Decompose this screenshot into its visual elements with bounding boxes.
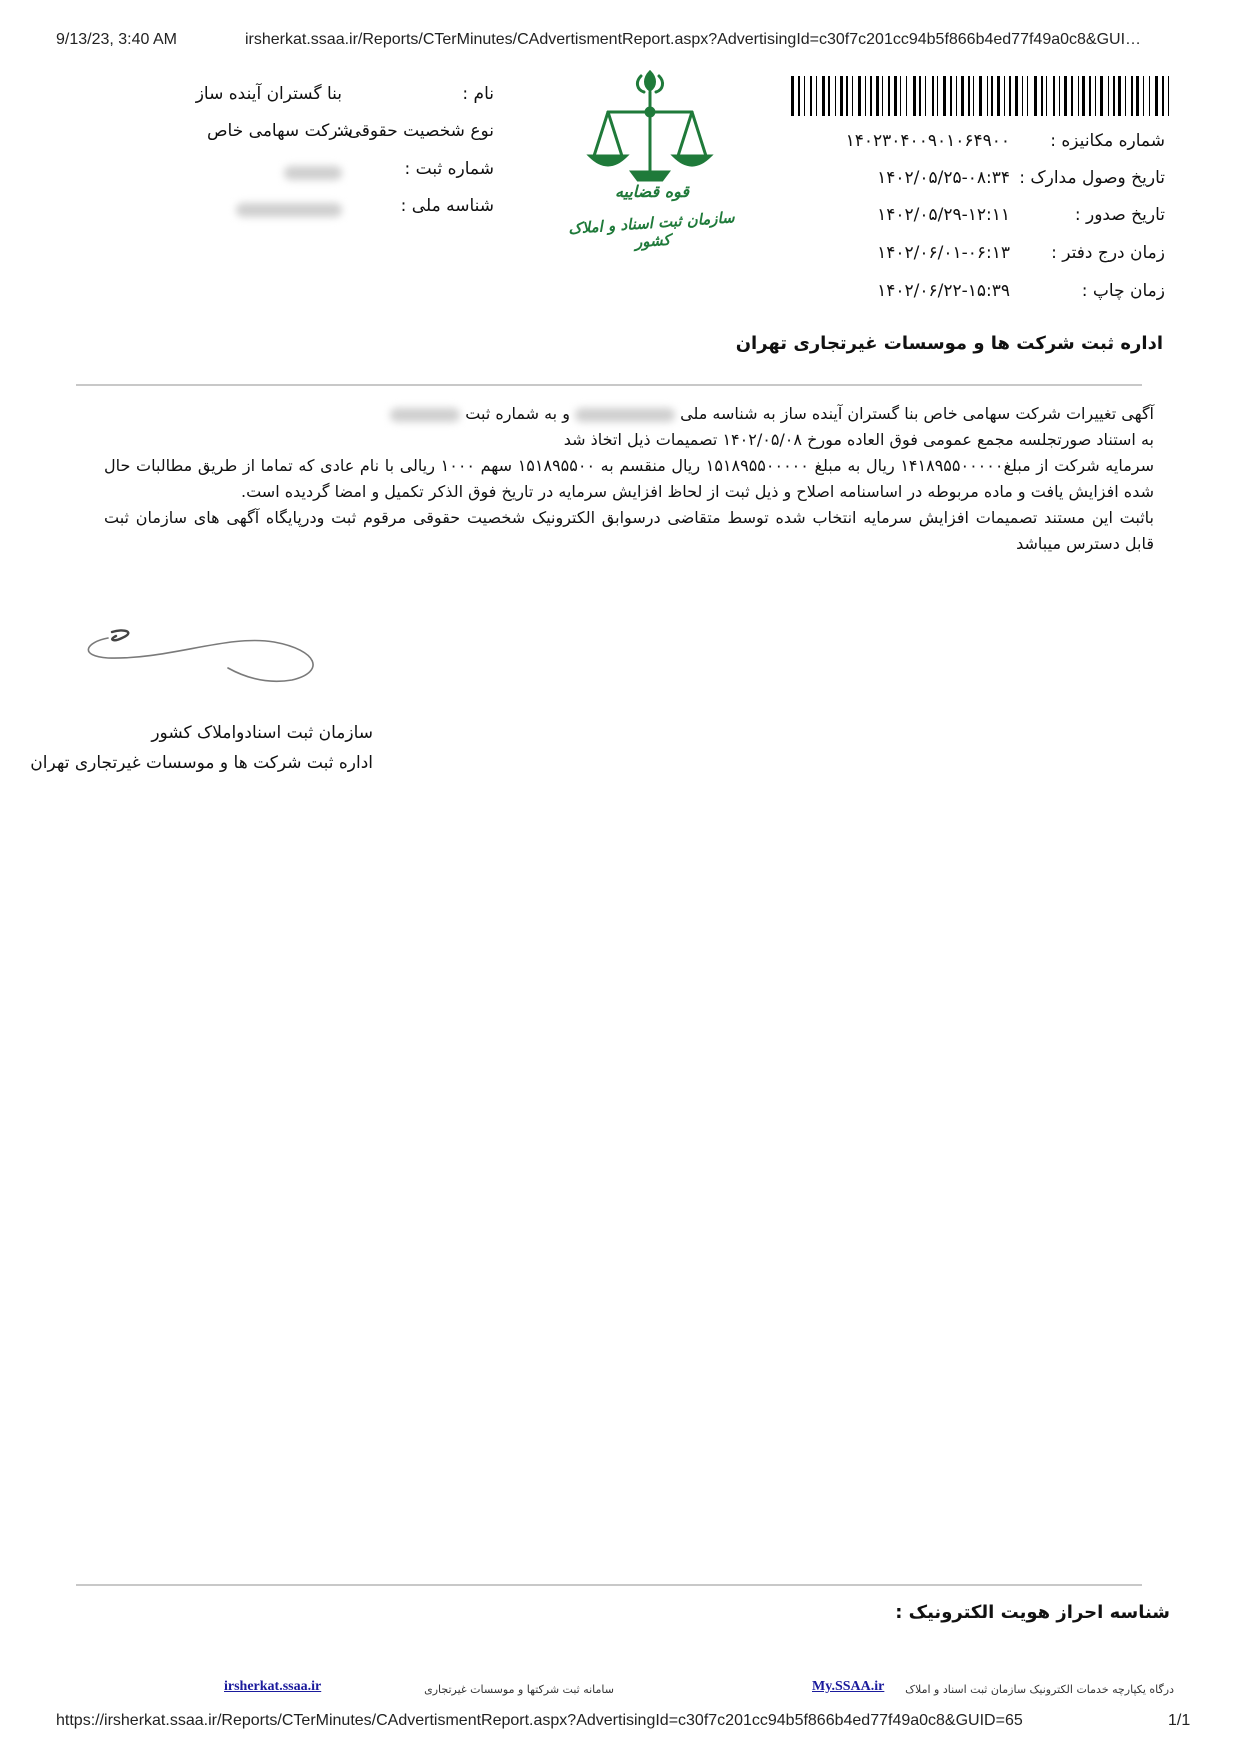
issue-date-value: ۱۴۰۲/۰۵/۲۹-۱۲:۱۱ xyxy=(877,205,1010,225)
barcode-bar xyxy=(804,76,805,116)
barcode-bar xyxy=(888,76,890,116)
portal-description: درگاه یکپارچه خدمات الکترونیک سازمان ثبت اسناد و املاک xyxy=(905,1683,1174,1696)
announcement-body xyxy=(104,401,1154,557)
barcode-bar xyxy=(900,76,901,116)
print-time-label: زمان چاپ : xyxy=(1081,281,1165,301)
issue-date-label: تاریخ صدور : xyxy=(1074,205,1165,225)
barcode-bar xyxy=(950,76,952,116)
national-id-row xyxy=(194,196,494,220)
footer-divider xyxy=(76,1584,1142,1586)
barcode-bar xyxy=(961,76,964,116)
judiciary-emblem xyxy=(562,64,742,258)
barcode-bar xyxy=(1113,76,1115,116)
document-barcode xyxy=(791,76,1169,116)
announcement-line-4: باثبت این مستند تصمیمات افزایش سرمایه انتخاب شده توسط متقاضی درسوابق الکترونیک شخصیت حقوقی مرقوم ثبت ودرپایگاه آگهی های سازمان ثبت قابل دسترس میباشد xyxy=(104,508,1154,553)
office-heading: اداره ثبت شرکت ها و موسسات غیرتجاری تهران xyxy=(735,333,1163,354)
barcode-bar xyxy=(1155,76,1158,116)
national-id-value-redacted xyxy=(236,200,342,220)
barcode-bar xyxy=(882,76,883,116)
registration-value-redacted xyxy=(284,163,342,183)
barcode-bar xyxy=(1004,76,1005,116)
barcode-bar xyxy=(979,76,982,116)
barcode-bar xyxy=(919,76,921,116)
emblem-text-judiciary: قوه قضاییه xyxy=(614,182,690,201)
barcode-bar xyxy=(937,76,938,116)
entity-type-value: شرکت سهامی خاص xyxy=(207,121,353,141)
issue-date-row xyxy=(865,205,1165,231)
entity-type-row xyxy=(194,121,494,145)
barcode-bar xyxy=(1027,76,1028,116)
documents-received-label: تاریخ وصول مدارک : xyxy=(1019,168,1165,188)
barcode-bar xyxy=(1064,76,1067,116)
barcode-bar xyxy=(1022,76,1023,116)
barcode-bar xyxy=(956,76,957,116)
system-description: سامانه ثبت شرکتها و موسسات غیرتجاری xyxy=(424,1683,614,1696)
print-time-value: ۱۴۰۲/۰۶/۲۲-۱۵:۳۹ xyxy=(877,281,1010,301)
barcode-bar xyxy=(1143,76,1144,116)
mechanized-number-label: شماره مکانیزه : xyxy=(1050,131,1165,151)
registration-number-redacted xyxy=(390,408,460,422)
registration-row xyxy=(234,159,494,183)
barcode-bar xyxy=(828,76,830,116)
barcode-bar xyxy=(822,76,825,116)
barcode-bar xyxy=(1034,76,1037,116)
barcode-bar xyxy=(865,76,866,116)
signature-organization xyxy=(30,718,373,778)
barcode-bar xyxy=(1082,76,1085,116)
barcode-bar xyxy=(1095,76,1096,116)
company-name-row xyxy=(195,84,494,108)
barcode-bar xyxy=(987,76,988,116)
emblem-text-organization: سازمان ثبت اسناد و املاک کشور xyxy=(567,208,736,252)
announcement-line-3: سرمایه شرکت از مبلغ۱۴۱۸۹۵۵۰۰۰۰۰ ریال به مبلغ ۱۵۱۸۹۵۵۰۰۰۰۰ ریال منقسم به ۱۵۱۸۹۵۵۰۰ سهم ۱۰۰۰ ریالی با نام عادی که تماما از طریق مطالبات حال شده افزایش یافت و ماده مربوطه در اساسنامه اصلاح و ذیل ثبت از لحاظ افزایش سرمایه در تاریخ فوق الذکر تکمیل و امضا گردیده است. xyxy=(104,456,1155,501)
company-name-label: نام : xyxy=(462,84,494,104)
mechanized-number-row xyxy=(845,131,1165,157)
portal-link[interactable]: My.SSAA.ir xyxy=(812,1679,885,1694)
barcode-bar xyxy=(1046,76,1047,116)
barcode-bar xyxy=(852,76,853,116)
barcode-bar xyxy=(906,76,907,116)
barcode-bar xyxy=(894,76,897,116)
barcode-bar xyxy=(835,76,836,116)
announcement-line-1 xyxy=(104,401,1154,427)
announcement-line-2: به استناد صورتجلسه مجمع عمومی فوق العاده مورخ ۱۴۰۲/۰۵/۰۸ تصمیمات ذیل اتخاذ شد xyxy=(563,430,1154,449)
barcode-bar xyxy=(876,76,879,116)
signature-org-line-1: سازمان ثبت اسنادواملاک کشور xyxy=(151,723,373,743)
barcode-bar xyxy=(932,76,934,116)
barcode-bar xyxy=(973,76,974,116)
registration-label: شماره ثبت : xyxy=(404,159,494,179)
barcode-bar xyxy=(1168,76,1169,116)
barcode-bar xyxy=(1078,76,1079,116)
barcode-bar xyxy=(1162,76,1164,116)
barcode-bar xyxy=(1041,76,1043,116)
print-time-row xyxy=(865,281,1165,307)
barcode-bar xyxy=(943,76,946,116)
barcode-bar xyxy=(991,76,993,116)
announcement-line-1b: و به شماره ثبت xyxy=(465,404,570,423)
barcode-bar xyxy=(1125,76,1126,116)
mechanized-number-value: ۱۴۰۲۳۰۴۰۰۹۰۱۰۶۴۹۰۰ xyxy=(845,131,1010,151)
barcode-bar xyxy=(816,76,817,116)
barcode-bar xyxy=(1131,76,1133,116)
system-link[interactable]: irsherkat.ssaa.ir xyxy=(224,1679,322,1694)
national-id-label: شناسه ملی : xyxy=(400,196,494,216)
handwritten-signature xyxy=(78,612,338,688)
barcode-bar xyxy=(1118,76,1121,116)
barcode-bar xyxy=(858,76,861,116)
print-url-header: irsherkat.ssaa.ir/Reports/CTerMinutes/CAdvertismentReport.aspx?AdvertisingId=c30f7c201cc94b5f866b4ed77f49a0c8&GUI… xyxy=(245,31,1142,48)
barcode-bar xyxy=(925,76,926,116)
national-id-redacted xyxy=(575,408,675,422)
company-name-value: بنا گستران آینده ساز xyxy=(195,84,342,104)
barcode-bar xyxy=(1100,76,1103,116)
barcode-bar xyxy=(968,76,970,116)
barcode-bar xyxy=(1059,76,1060,116)
barcode-bar xyxy=(791,76,794,116)
print-datetime: 9/13/23, 3:40 AM xyxy=(56,31,177,48)
signature-org-line-2: اداره ثبت شرکت ها و موسسات غیرتجاری تهران xyxy=(30,753,373,773)
barcode-bar xyxy=(1053,76,1055,116)
barcode-bar xyxy=(1136,76,1139,116)
barcode-bar xyxy=(997,76,1000,116)
barcode-bar xyxy=(1015,76,1018,116)
entity-type-label: نوع شخصیت حقوقی : xyxy=(336,121,494,141)
barcode-bar xyxy=(1108,76,1109,116)
barcode-bar xyxy=(1009,76,1011,116)
announcement-line-1a: آگهی تغییرات شرکت سهامی خاص بنا گستران آینده ساز به شناسه ملی xyxy=(680,404,1154,423)
barcode-bar xyxy=(1089,76,1091,116)
register-time-value: ۱۴۰۲/۰۶/۰۱-۰۶:۱۳ xyxy=(877,243,1010,263)
barcode-bar xyxy=(840,76,843,116)
barcode-bar xyxy=(1071,76,1073,116)
print-url-footer: https://irsherkat.ssaa.ir/Reports/CTerMinutes/CAdvertismentReport.aspx?AdvertisingId=c30f7c201cc94b5f866b4ed77f49a0c8&GUID=65 xyxy=(56,1712,1023,1729)
barcode-bar xyxy=(1149,76,1150,116)
print-page-number: 1/1 xyxy=(1168,1712,1191,1729)
barcode-bar xyxy=(846,76,848,116)
register-time-label: زمان درج دفتر : xyxy=(1051,243,1165,263)
header-divider xyxy=(76,384,1142,386)
documents-received-row xyxy=(865,168,1165,194)
barcode-bar xyxy=(798,76,800,116)
register-time-row xyxy=(865,243,1165,269)
barcode-bar xyxy=(810,76,812,116)
barcode-bar xyxy=(870,76,872,116)
electronic-id-label: شناسه احراز هویت الکترونیک : xyxy=(895,1602,1170,1623)
documents-received-value: ۱۴۰۲/۰۵/۲۵-۰۸:۳۴ xyxy=(877,168,1010,188)
barcode-bar xyxy=(913,76,916,116)
